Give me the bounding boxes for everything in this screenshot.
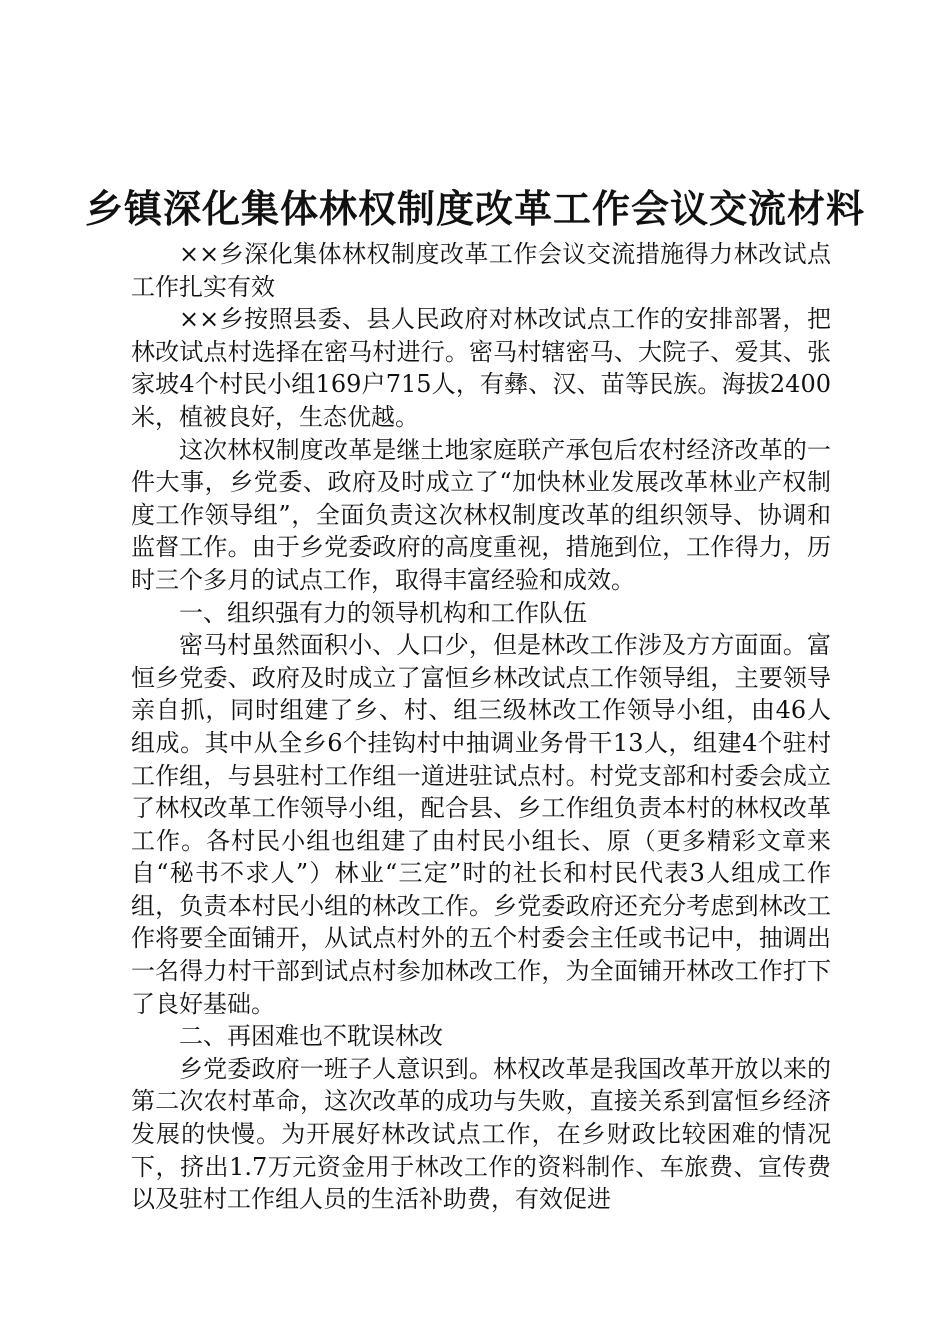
paragraph-intro: ××乡按照县委、县人民政府对林改试点工作的安排部署，把林改试点村选择在密马村进行。密马村辖密马、大院子、爱其、张家坡4个村民小组169户715人，有彝、汉、苗等民族。海拔2400米，植被良好，生态优越。 — [131, 305, 831, 431]
paragraph-section-1: 密马村虽然面积小、人口少，但是林改工作涉及方方面面。富恒乡党委、政府及时成立了富恒乡林改试点工作领导组，主要领导亲自抓，同时组建了乡、村、组三级林改工作领导小组，由46人组成。其中从全乡6个挂钩村中抽调业务骨干13人，组建4个驻村工作组，与县驻村工作组一道进驻试点村。村党支部和村委会成立了林权改革工作领导小组，配合县、乡工作组负责本村的林权改革工作。各村民小组也组建了由村民小组长、原（更多精彩文章来自“秘书不求人”）林业“三定”时的社长和村民代表3人组成工作组，负责本村民小组的林改工作。乡党委政府还充分考虑到林改工作将要全面铺开，从试点村外的五个村委会主任或书记中，抽调出一名得力村干部到试点村参加林改工作，为全面铺开林改工作打下了良好基础。 — [131, 631, 831, 1018]
section-heading-2: 二、再困难也不耽误林改 — [179, 1022, 443, 1051]
document-title: 乡镇深化集体林权制度改革工作会议交流材料 — [84, 186, 865, 231]
section-heading-1: 一、组织强有力的领导机构和工作队伍 — [179, 598, 587, 627]
document-body — [131, 238, 831, 1216]
paragraph-background: 这次林权制度改革是继土地家庭联产承包后农村经济改革的一件大事，乡党委、政府及时成立了“加快林业发展改革林业产权制度工作领导组”，全面负责这次林权制度改革的组织领导、协调和监督工作。由于乡党委政府的高度重视，措施到位，工作得力，历时三个多月的试点工作，取得丰富经验和成效。 — [131, 435, 831, 594]
paragraph-subtitle: ××乡深化集体林权制度改革工作会议交流措施得力林改试点工作扎实有效 — [131, 240, 831, 301]
paragraph-section-2: 乡党委政府一班子人意识到。林权改革是我国改革开放以来的第二次农村革命，这次改革的成功与失败，直接关系到富恒乡经济发展的快慢。为开展好林改试点工作，在乡财政比较困难的情况下，挤出1.7万元资金用于林改工作的资料制作、车旅费、宣传费以及驻村工作组人员的生活补助费，有效促进 — [131, 1054, 831, 1214]
